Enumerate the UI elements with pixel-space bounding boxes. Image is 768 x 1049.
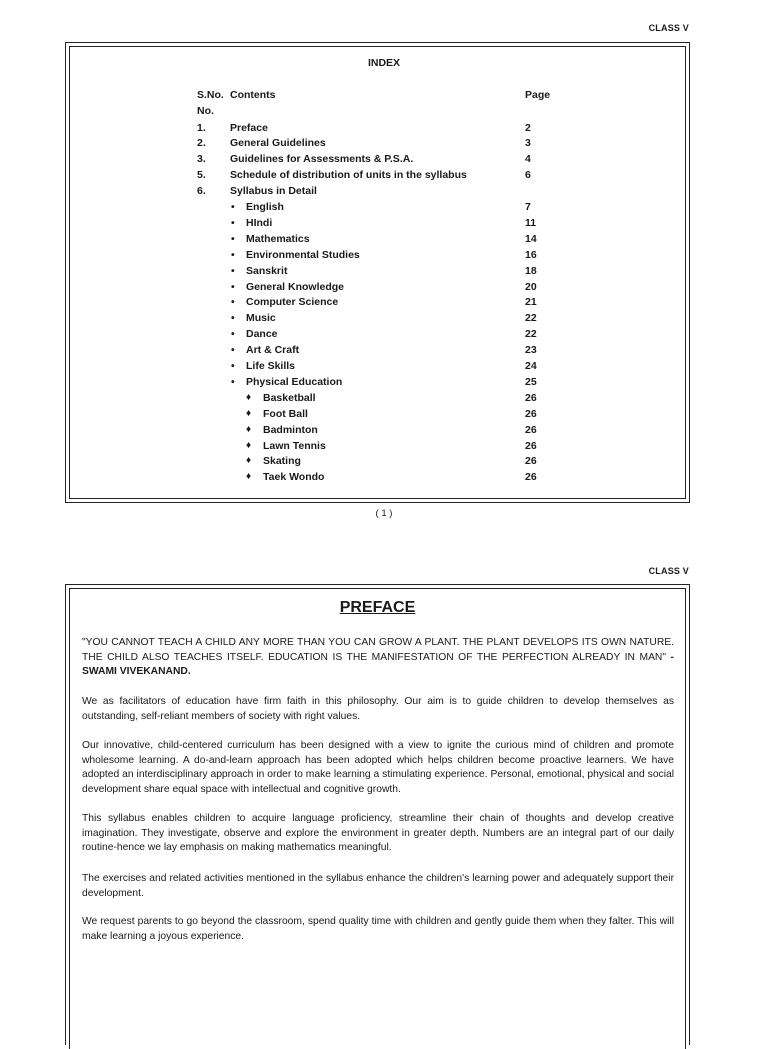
diamond-bullet-icon: ♦	[246, 439, 252, 451]
sport-page: 26	[525, 471, 537, 484]
index-subject-row	[0, 215, 768, 231]
subject-page: 16	[525, 248, 537, 261]
bullet-icon: •	[231, 264, 235, 277]
index-entry-row	[0, 183, 768, 199]
entry-page: 3	[525, 137, 531, 150]
entry-sno: 1.	[197, 121, 206, 134]
entry-page: 6	[525, 169, 531, 182]
index-subject-row	[0, 342, 768, 358]
index-entry-row	[0, 135, 768, 151]
subject-page: 7	[525, 201, 531, 213]
index-title: INDEX	[367, 57, 401, 69]
index-entry-row	[0, 120, 768, 136]
diamond-bullet-icon: ♦	[246, 391, 252, 403]
entry-sno: 2.	[197, 137, 206, 150]
class-label: CLASS V	[648, 566, 689, 576]
subject-page: 23	[525, 344, 537, 357]
bullet-icon: •	[231, 312, 235, 325]
sport-page: 26	[525, 439, 537, 452]
entry-page: 2	[525, 121, 531, 134]
bullet-icon: •	[231, 232, 235, 245]
index-subject-row	[0, 247, 768, 263]
bullet-icon: •	[231, 216, 235, 229]
index-subject-row	[0, 199, 768, 215]
diamond-bullet-icon: ♦	[246, 407, 252, 419]
index-sport-row	[0, 422, 768, 438]
index-subject-row	[0, 374, 768, 390]
subject-title: Art & Craft	[246, 344, 300, 357]
entry-title: Syllabus in Detail	[230, 185, 317, 198]
sport-title: Taek Wondo	[263, 471, 325, 484]
subject-title: Physical Education	[246, 375, 343, 388]
index-header-row	[0, 87, 768, 103]
sport-title: Basketball	[263, 391, 316, 404]
page-number: ( 1 )	[375, 508, 393, 519]
subject-title: English	[246, 201, 284, 213]
diamond-bullet-icon: ♦	[246, 423, 252, 435]
sport-title: Badminton	[263, 423, 318, 436]
entry-page: 4	[525, 153, 531, 166]
preface-paragraph: Our innovative, child-centered curriculum has been designed with a view to ignite the curious mind of children and promote wholesome learning. A do-and-learn approach has been adopted which helps children become proactive learners. We have adopted an interdisciplinary approach in order to make learning a stimulating experience. Personal, emotional, physical and social development share equal space with intellectual and cognitive growth.	[82, 740, 674, 795]
diamond-bullet-icon: ♦	[246, 455, 252, 467]
sport-title: Lawn Tennis	[263, 439, 326, 452]
index-header-row-cont	[0, 103, 768, 119]
index-sport-row	[0, 406, 768, 422]
preface-paragraph: This syllabus enables children to acquire language proficiency, streamline their chain of thoughts and develop creative imagination. They investigate, observe and explore the environment in greater depth. Numbers are an integral part of our daily routine-hence we lay emphasis on making mathematics meaningful.	[82, 813, 674, 854]
quote-attribution: - SWAMI VIVEKANAND.	[82, 651, 674, 678]
bullet-icon: •	[231, 296, 235, 309]
preface-paragraph: The exercises and related activities mentioned in the syllabus enhance the children's learning power and adequately support their development.	[82, 873, 674, 899]
index-subject-row	[0, 358, 768, 374]
subject-title: General Knowledge	[246, 280, 345, 293]
sport-page: 26	[525, 455, 537, 468]
sport-title: Foot Ball	[263, 407, 308, 420]
subject-title: Life Skills	[246, 360, 296, 372]
bullet-icon: •	[231, 248, 235, 261]
subject-title: Music	[246, 312, 276, 325]
quote-text: "YOU CANNOT TEACH A CHILD ANY MORE THAN YOU CAN GROW A PLANT. THE PLANT DEVELOPS ITS OWN NATURE. THE CHILD ALSO TEACHES ITSELF. EDUCATION IS THE MANIFESTATION OF THE PERFECTION ALREADY IN MAN"	[82, 637, 674, 663]
subject-page: 21	[525, 296, 537, 309]
entry-sno: 5.	[197, 169, 206, 182]
header-contents: Contents	[230, 89, 276, 101]
subject-page: 20	[525, 280, 537, 293]
subject-page: 22	[525, 328, 537, 341]
entry-title: Schedule of distribution of units in the syllabus	[230, 169, 467, 182]
subject-page: 24	[525, 360, 537, 372]
subject-page: 22	[525, 312, 537, 325]
entry-title: Preface	[230, 121, 268, 134]
header-sno: S.No.	[197, 89, 224, 101]
subject-title: Sanskrit	[246, 264, 288, 277]
bullet-icon: •	[231, 280, 235, 293]
sport-page: 26	[525, 407, 537, 420]
index-sport-row	[0, 438, 768, 454]
subject-page: 25	[525, 375, 537, 388]
index-sport-row	[0, 469, 768, 485]
entry-title: Guidelines for Assessments & P.S.A.	[230, 153, 414, 166]
preface-quote	[82, 636, 674, 680]
index-subject-row	[0, 310, 768, 326]
sport-page: 26	[525, 391, 537, 404]
diamond-bullet-icon: ♦	[246, 471, 252, 483]
bullet-icon: •	[231, 344, 235, 357]
subject-title: Mathematics	[246, 232, 310, 245]
sport-page: 26	[525, 423, 537, 436]
entry-sno: 3.	[197, 153, 206, 166]
subject-title: Dance	[246, 328, 278, 341]
subject-title: Computer Science	[246, 296, 339, 309]
bullet-icon: •	[231, 201, 235, 213]
entry-title: General Guidelines	[230, 137, 326, 150]
index-subject-row	[0, 279, 768, 295]
index-subject-row	[0, 294, 768, 310]
index-entry-row	[0, 151, 768, 167]
index-subject-row	[0, 326, 768, 342]
subject-page: 14	[525, 232, 537, 245]
subject-title: HIndi	[246, 216, 273, 229]
subject-page: 11	[525, 216, 537, 229]
entry-sno: 6.	[197, 185, 206, 198]
index-subject-row	[0, 231, 768, 247]
subject-title: Environmental Studies	[246, 248, 360, 261]
sport-title: Skating	[263, 455, 301, 468]
header-sno-cont: No.	[197, 105, 214, 117]
index-subject-row	[0, 263, 768, 279]
bullet-icon: •	[231, 360, 235, 372]
bullet-icon: •	[231, 328, 235, 341]
preface-paragraph: We request parents to go beyond the classroom, spend quality time with children and gently guide them when they falter. This will make learning a joyous experience.	[82, 916, 674, 942]
header-page: Page	[525, 89, 551, 101]
index-entry-row	[0, 167, 768, 183]
class-label: CLASS V	[648, 23, 689, 33]
preface-paragraph: We as facilitators of education have firm faith in this philosophy. Our aim is to guide children to develop themselves as outstanding, self-reliant members of society with right values.	[82, 696, 674, 722]
index-sport-row	[0, 390, 768, 406]
bullet-icon: •	[231, 375, 235, 388]
index-sport-row	[0, 453, 768, 469]
preface-title: PREFACE	[339, 599, 416, 616]
subject-page: 18	[525, 264, 537, 277]
